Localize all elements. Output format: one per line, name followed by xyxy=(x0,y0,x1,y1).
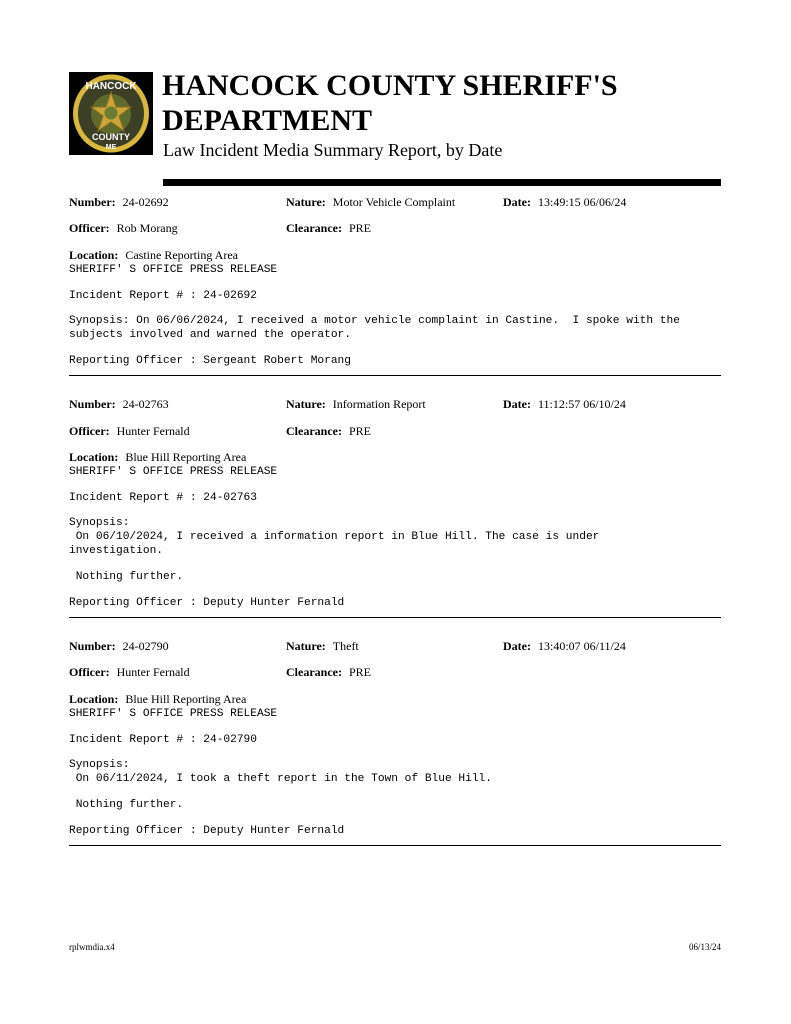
page-title xyxy=(162,68,618,138)
incident-nature: Motor Vehicle Complaint xyxy=(332,195,456,209)
officer-name: Hunter Fernald xyxy=(116,424,190,438)
nothing-further-line: Nothing further. xyxy=(69,571,184,583)
footer-report-code: rplwmdia.x4 xyxy=(69,942,115,952)
press-release-line: SHERIFF' S OFFICE PRESS RELEASE xyxy=(69,708,278,720)
date-field: Date: 13:49:15 06/06/24 xyxy=(503,195,627,209)
location-field: Location: Blue Hill Reporting Area xyxy=(69,450,247,464)
sheriff-badge-logo xyxy=(69,72,153,155)
synopsis-line: On 06/10/2024, I received a information report in Blue Hill. The case is under xyxy=(69,531,600,543)
location-value: Blue Hill Reporting Area xyxy=(125,450,247,464)
clearance-field: Clearance: PRE xyxy=(286,665,371,679)
svg-text:HANCOCK: HANCOCK xyxy=(85,81,137,92)
officer-name: Hunter Fernald xyxy=(116,665,190,679)
record-divider xyxy=(69,617,721,618)
clearance-field: Clearance: PRE xyxy=(286,424,371,438)
synopsis-line: Synopsis: On 06/06/2024, I received a motor vehicle complaint in Castine. I spoke with the xyxy=(69,315,680,327)
title-line-1: HANCOCK COUNTY SHERIFF'S xyxy=(162,69,618,102)
clearance-field: Clearance: PRE xyxy=(286,221,371,235)
footer-print-date: 06/13/24 xyxy=(688,942,721,952)
press-release-line: SHERIFF' S OFFICE PRESS RELEASE xyxy=(69,466,278,478)
number-field: Number: 24-02790 xyxy=(69,639,169,653)
date-field: Date: 13:40:07 06/11/24 xyxy=(503,639,626,653)
incident-report-line: Incident Report # : 24-02790 xyxy=(69,734,257,746)
incident-number: 24-02790 xyxy=(122,639,169,653)
number-field: Number: 24-02692 xyxy=(69,195,169,209)
synopsis-line: investigation. xyxy=(69,545,163,557)
officer-field: Officer: Hunter Fernald xyxy=(69,665,190,679)
header-divider xyxy=(163,179,721,186)
incident-date: 13:40:07 06/11/24 xyxy=(537,639,626,653)
record-divider xyxy=(69,375,721,376)
reporting-officer-line: Reporting Officer : Deputy Hunter Fernald xyxy=(69,597,345,609)
incident-date: 11:12:57 06/10/24 xyxy=(537,397,626,411)
incident-number: 24-02692 xyxy=(122,195,169,209)
location-field: Location: Blue Hill Reporting Area xyxy=(69,692,247,706)
officer-field: Officer: Hunter Fernald xyxy=(69,424,190,438)
incident-date: 13:49:15 06/06/24 xyxy=(537,195,627,209)
svg-text:ME: ME xyxy=(105,144,117,151)
report-subtitle: Law Incident Media Summary Report, by Date xyxy=(163,140,503,160)
nature-field: Nature: Information Report xyxy=(286,397,426,411)
incident-number: 24-02763 xyxy=(122,397,169,411)
location-value: Castine Reporting Area xyxy=(125,248,238,262)
reporting-officer-line: Reporting Officer : Sergeant Robert Morang xyxy=(69,355,351,367)
nothing-further-line: Nothing further. xyxy=(69,799,184,811)
synopsis-label: Synopsis: xyxy=(69,759,130,771)
synopsis-line: subjects involved and warned the operator. xyxy=(69,329,351,341)
synopsis-label: Synopsis: xyxy=(69,517,130,529)
location-field: Location: Castine Reporting Area xyxy=(69,248,238,262)
date-field: Date: 11:12:57 06/10/24 xyxy=(503,397,626,411)
clearance-value: PRE xyxy=(348,665,371,679)
record-divider xyxy=(69,845,721,846)
number-field: Number: 24-02763 xyxy=(69,397,169,411)
incident-report-line: Incident Report # : 24-02692 xyxy=(69,290,257,302)
press-release-line: SHERIFF' S OFFICE PRESS RELEASE xyxy=(69,264,278,276)
incident-record xyxy=(69,638,721,878)
incident-nature: Theft xyxy=(332,639,359,653)
reporting-officer-line: Reporting Officer : Deputy Hunter Fernald xyxy=(69,825,345,837)
officer-name: Rob Morang xyxy=(116,221,178,235)
nature-field: Nature: Theft xyxy=(286,639,359,653)
svg-text:COUNTY: COUNTY xyxy=(92,132,130,142)
title-line-2: DEPARTMENT xyxy=(162,104,373,137)
nature-field: Nature: Motor Vehicle Complaint xyxy=(286,195,456,209)
synopsis-line: On 06/11/2024, I took a theft report in the Town of Blue Hill. xyxy=(69,773,492,785)
location-value: Blue Hill Reporting Area xyxy=(125,692,247,706)
incident-nature: Information Report xyxy=(332,397,426,411)
officer-field: Officer: Rob Morang xyxy=(69,221,178,235)
incident-record xyxy=(69,396,721,636)
clearance-value: PRE xyxy=(348,221,371,235)
incident-report-line: Incident Report # : 24-02763 xyxy=(69,492,257,504)
clearance-value: PRE xyxy=(348,424,371,438)
